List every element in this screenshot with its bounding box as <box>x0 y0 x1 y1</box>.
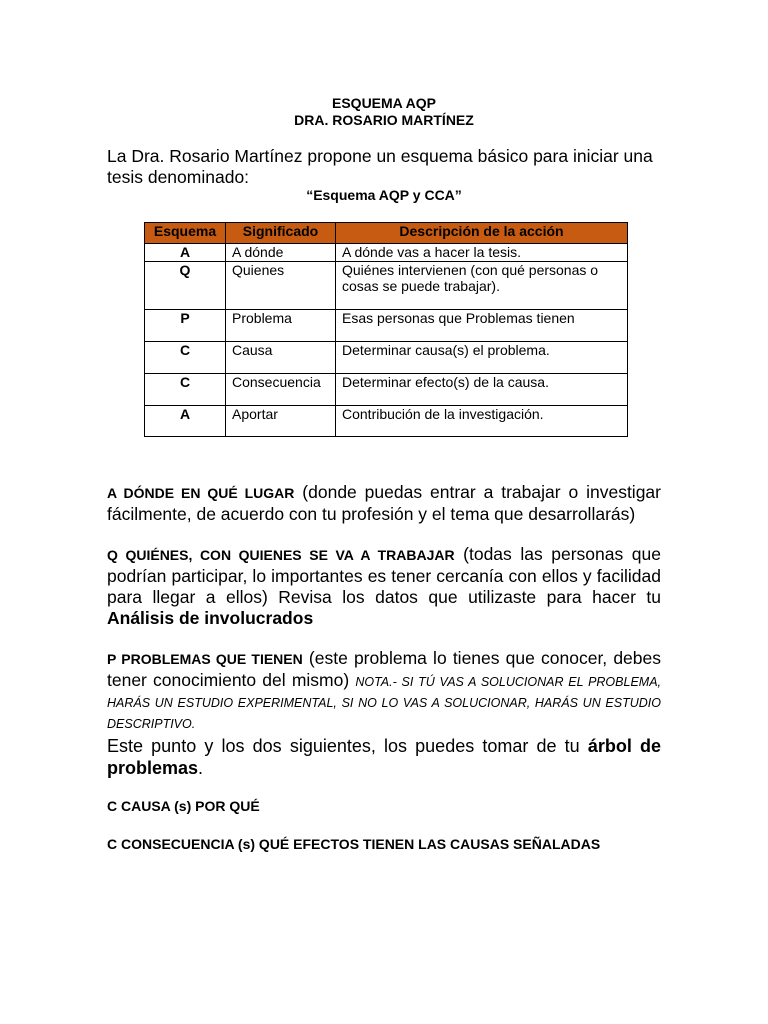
header-descripcion: Descripción de la acción <box>336 223 628 244</box>
section-p-text: (este problema lo tienes que conocer, debes tener conocimiento del mismo) <box>107 648 661 690</box>
intro-paragraph: La Dra. Rosario Martínez propone un esquema básico para iniciar una tesis denominado: <box>107 146 653 187</box>
row-meaning: Causa <box>226 342 336 374</box>
row-description: Determinar efecto(s) de la causa. <box>336 374 628 406</box>
table-row <box>145 262 628 310</box>
tree-end: . <box>198 758 204 778</box>
table-header-row <box>145 223 628 244</box>
row-letter: Q <box>145 262 226 310</box>
table-row <box>145 406 628 437</box>
row-meaning: Consecuencia <box>226 374 336 406</box>
scheme-subtitle: “Esquema AQP y CCA” <box>306 187 462 203</box>
row-description: Esas personas que Problemas tienen <box>336 310 628 342</box>
row-meaning: A dónde <box>226 244 336 262</box>
row-letter: C <box>145 374 226 406</box>
table-row <box>145 374 628 406</box>
section-q-heading: Q QUIÉNES, CON QUIENES SE VA A TRABAJAR <box>107 547 455 563</box>
tree-paragraph <box>107 735 661 779</box>
section-a-paragraph <box>107 482 661 525</box>
section-q-paragraph <box>107 544 661 629</box>
row-description: A dónde vas a hacer la tesis. <box>336 244 628 262</box>
row-meaning: Problema <box>226 310 336 342</box>
section-p-heading: P PROBLEMAS QUE TIENEN <box>107 651 303 667</box>
section-a-text: (donde puedas entrar a trabajar o investigar fácilmente, de acuerdo con tu profesión y el tema que desarrollarás) <box>107 482 661 524</box>
section-q-text: (todas las personas que podrían participar, lo importantes es tener cercanía con ellos y facilidad para llegar a ellos) Revisa los datos que utilizaste para hacer tu <box>107 544 661 607</box>
row-letter: A <box>145 244 226 262</box>
section-p-paragraph <box>107 648 661 733</box>
section-q-emphasis: Análisis de involucrados <box>107 608 314 628</box>
row-description: Quiénes intervienen (con qué personas o cosas se puede trabajar). <box>336 262 628 310</box>
row-letter: P <box>145 310 226 342</box>
tree-text: Este punto y los dos siguientes, los puedes tomar de tu <box>107 736 588 756</box>
row-description: Contribución de la investigación. <box>336 406 628 437</box>
header-esquema: Esquema <box>145 223 226 244</box>
header-significado: Significado <box>226 223 336 244</box>
row-letter: C <box>145 342 226 374</box>
table-row <box>145 310 628 342</box>
section-c-consequence: C CONSECUENCIA (s) QUÉ EFECTOS TIENEN LAS CAUSAS SEÑALADAS <box>107 836 601 852</box>
row-letter: A <box>145 406 226 437</box>
tree-emphasis: árbol de problemas <box>107 736 662 778</box>
section-c-cause: C CAUSA (s) POR QUÉ <box>107 798 260 814</box>
table-row <box>145 342 628 374</box>
aqp-table <box>144 222 628 437</box>
row-meaning: Aportar <box>226 406 336 437</box>
document-title: ESQUEMA AQP <box>332 95 436 111</box>
document-author: DRA. ROSARIO MARTÍNEZ <box>294 112 474 128</box>
table-row <box>145 244 628 262</box>
section-p-note: NOTA.- SI TÚ VAS A SOLUCIONAR EL PROBLEMA, HARÁS UN ESTUDIO EXPERIMENTAL, SI NO LO VAS A SOLUCIONAR, HARÁS UN ESTUDIO DESCRIPTIVO. <box>107 675 662 731</box>
row-description: Determinar causa(s) el problema. <box>336 342 628 374</box>
row-meaning: Quienes <box>226 262 336 310</box>
section-a-heading: A DÓNDE EN QUÉ LUGAR <box>107 485 295 501</box>
